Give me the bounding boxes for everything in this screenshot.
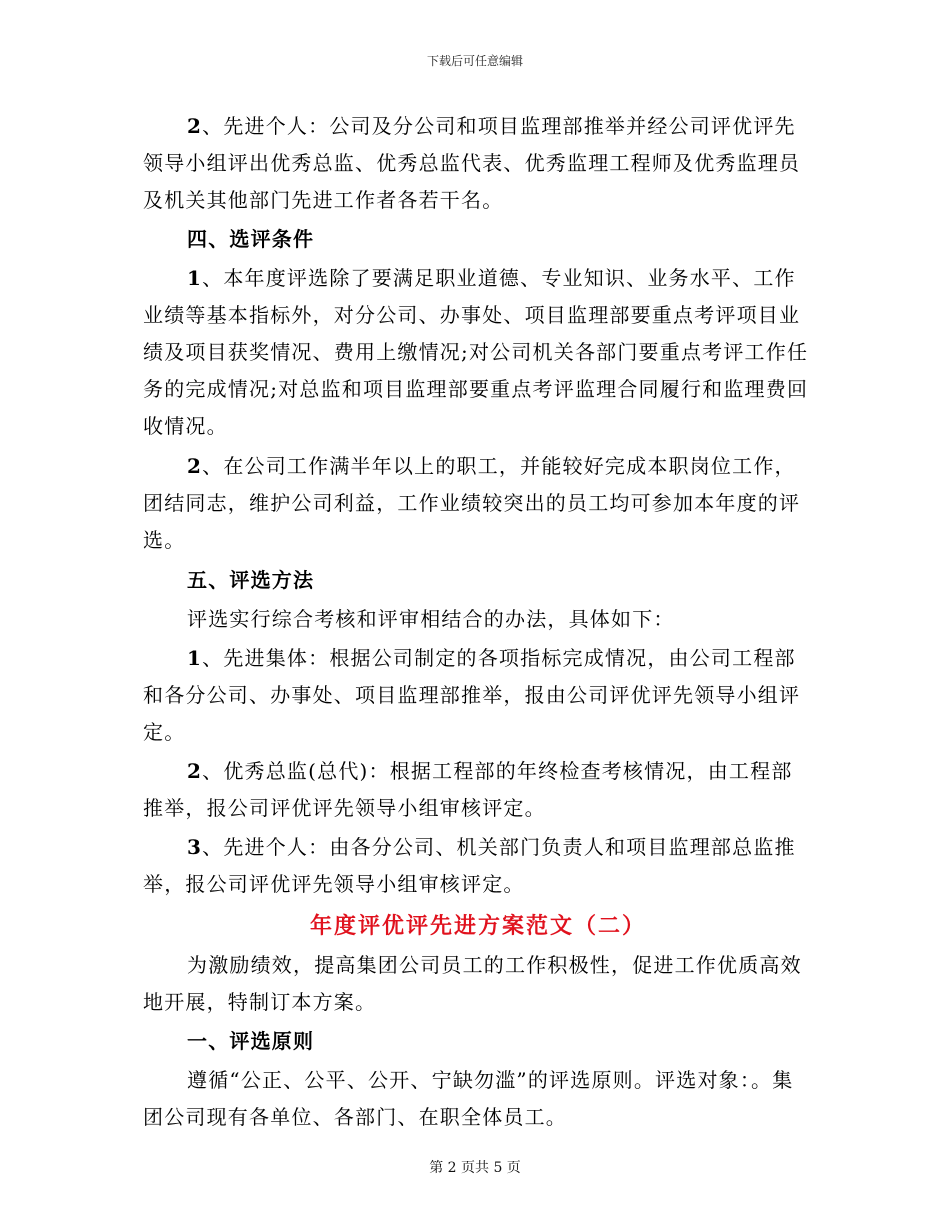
paragraph-advanced-individuals: 2、先进个人：公司及分公司和项目监理部推举并经公司评优评先领导小组评出优秀总监、优秀总监代表、优秀监理工程师及优秀监理员及机关其他部门先进工作者各若干名。 bbox=[143, 114, 801, 212]
item-number: 2 bbox=[187, 114, 203, 138]
paragraph-method-intro: 评选实行综合考核和评审相结合的办法，具体如下： bbox=[187, 607, 675, 631]
section-heading-principle: 一、评选原则 bbox=[187, 1029, 315, 1053]
paragraph-criteria-2: 2、在公司工作满半年以上的职工，并能较好完成本职岗位工作，团结同志，维护公司利益，工作业绩较突出的员工均可参加本年度的评选。 bbox=[143, 454, 801, 552]
item-number: 2 bbox=[187, 454, 203, 478]
paragraph-principle: 遵循“公正、公平、公开、宁缺勿滥”的评选原则。评选对象：。集团公司现有各单位、各部门、在职全体员工。 bbox=[143, 1068, 794, 1129]
paragraph-method-2: 2、优秀总监(总代)：根据工程部的年终检查考核情况，由工程部推举，报公司评优评先领导小组审核评定。 bbox=[143, 759, 793, 820]
paragraph-method-3: 3、先进个人：由各分公司、机关部门负责人和项目监理部总监推举，报公司评优评先领导小组审核评定。 bbox=[143, 835, 796, 896]
page-footer: 第 2 页共 5 页 bbox=[429, 1160, 521, 1176]
document-body bbox=[143, 108, 813, 1136]
item-number: 1 bbox=[187, 266, 203, 290]
item-number: 2 bbox=[187, 759, 203, 783]
paragraph-criteria-1: 1、本年度评选除了要满足职业道德、专业知识、业务水平、工作业绩等基本指标外，对分公司、办事处、项目监理部要重点考评项目业绩及项目获奖情况、费用上缴情况;对公司机关各部门要重点考评工作任务的完成情况;对总监和项目监理部要重点考评监理合同履行和监理费回收情况。 bbox=[143, 266, 809, 438]
section-heading-criteria: 四、选评条件 bbox=[187, 227, 315, 251]
page-header: 下载后可任意编辑 bbox=[426, 54, 523, 68]
section-heading-method: 五、评选方法 bbox=[187, 568, 315, 592]
paragraph-method-1: 1、先进集体：根据公司制定的各项指标完成情况，由公司工程部和各分公司、办事处、项目监理部推举，报由公司评优评先领导小组评定。 bbox=[143, 646, 801, 744]
item-number: 3 bbox=[187, 835, 203, 859]
item-number: 1 bbox=[187, 646, 203, 670]
paragraph-intro: 为激励绩效，提高集团公司员工的工作积极性，促进工作优质高效地开展，特制订本方案。 bbox=[143, 953, 802, 1014]
document-section-title: 年度评优评先进方案范文（二） bbox=[309, 913, 646, 939]
